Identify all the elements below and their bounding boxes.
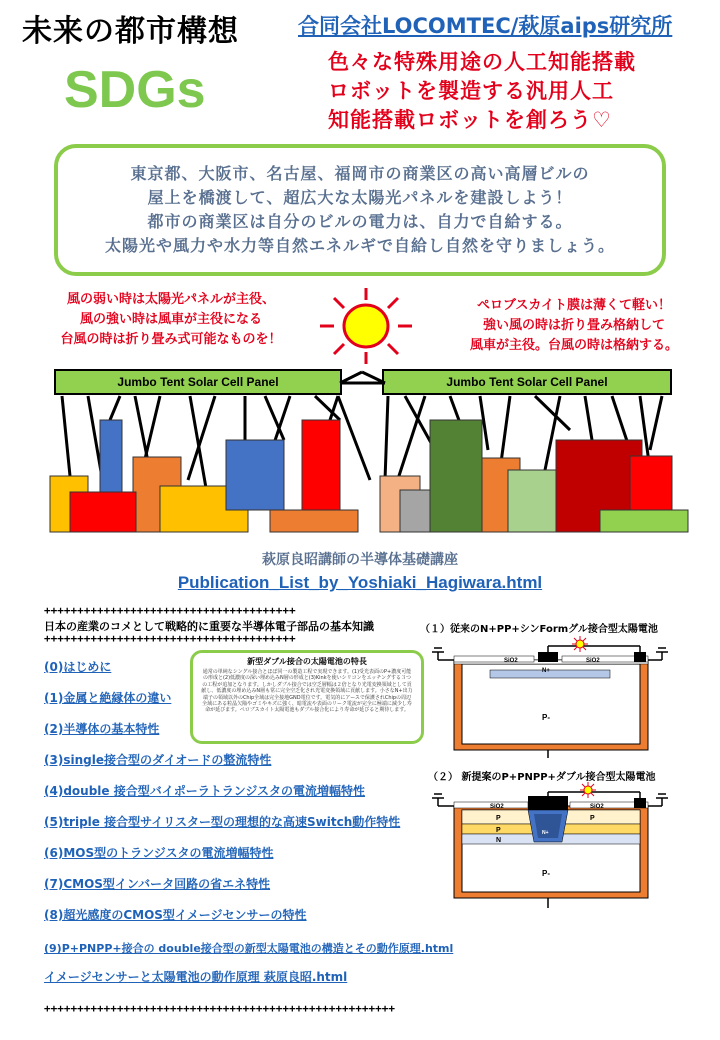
knowledge-title: 日本の産業のコメとして戦略的に重要な半導体電子部品の基本知識 bbox=[44, 620, 374, 633]
note-line: 風車が主役。台風の時は格納する。 bbox=[469, 338, 678, 353]
toc-link[interactable]: (7)CMOS型インバータ回路の省エネ特性 bbox=[44, 877, 271, 891]
slogan-line: ロボットを製造する汎用人工 bbox=[328, 79, 614, 103]
nplus-label: N+ bbox=[542, 830, 549, 836]
p-label: P bbox=[590, 815, 595, 822]
feature-body: 通常の単純なシングル接合とほぼ同一の製造工程で実現できます。(1)受光表面のP+濃度可能の形成と(2)低濃度の深い埋め込みN層の形成と(3)Kinkを使いシリコンをエッチングする３つの工程が追加となります。しかしダブル接合では空乏層幅は２倍となり光電変換領域として貢献し、低濃度の埋め込みN層も常に完全空乏化され光電変換領域に貢献します。小さなN+出力端子の領域以外のChip全域は完全接地GND電位です。電気的にアースで保護されChipの周辺全域にある粒晶欠陥やゴミやキズに強く、暗電流や表面のリーク電流が完全に極端に減少し寿命が延びます。ペロブスカイト太陽電池もダブル接合化により寿命が延びると期待します。 bbox=[201, 669, 413, 714]
solar-panel-left: Jumbo Tent Solar Cell Panel bbox=[54, 369, 342, 395]
feature-title: 新型ダブル接合の太陽電池の特長 bbox=[247, 657, 367, 666]
diagram-caption: （２） 新提案のP+PNPP+ダブル接合型太陽電池 bbox=[428, 772, 656, 783]
note-line: 強い風の時は折り畳み格納して bbox=[482, 318, 665, 333]
company-name[interactable]: 合同会社LOCOMTEC/萩原aips研究所 bbox=[298, 14, 673, 38]
publication-list-link[interactable]: Publication_List_by_Yoshiaki_Hagiwara.html bbox=[177, 573, 543, 592]
concept-line: 東京都、大阪市、名古屋、福岡市の商業区の高い高層ビルの bbox=[130, 164, 590, 183]
feature-box bbox=[190, 650, 424, 744]
toc-link[interactable]: イメージセンサーと太陽電池の動作原理 萩原良昭.html bbox=[44, 970, 348, 984]
note-line: 風の強い時は風車が主役になる bbox=[79, 312, 262, 327]
toc-link[interactable]: (2)半導体の基本特性 bbox=[44, 722, 160, 736]
concept-line: 都市の商業区は自分のビルの電力は、自力で自給する。 bbox=[147, 212, 573, 231]
proposed-cell-diagram bbox=[430, 780, 690, 910]
toc-link[interactable]: (6)MOS型のトランジスタの電流増幅特性 bbox=[44, 846, 274, 860]
separator: ++++++++++++++++++++++++++++++++++++++ bbox=[44, 604, 296, 617]
n-label: N bbox=[496, 837, 502, 844]
note-line: 風の弱い時は太陽光パネルが主役、 bbox=[66, 292, 275, 307]
diagram-caption: （１）従来のN+PP+シンFormグル接合型太陽電池 bbox=[420, 624, 658, 635]
slogan-line: 色々な特殊用途の人工知能搭載 bbox=[328, 50, 636, 74]
separator: ++++++++++++++++++++++++++++++++++++++ bbox=[44, 632, 296, 645]
page-title: 未来の都市構想 bbox=[22, 14, 239, 49]
nplus-label: N+ bbox=[542, 668, 550, 674]
conventional-cell-diagram bbox=[430, 632, 690, 760]
slogan-line: 知能搭載ロボットを創ろう♡ bbox=[328, 108, 612, 132]
city-skyline bbox=[40, 330, 690, 540]
slogan bbox=[328, 48, 718, 135]
sio2-label: SiO2 bbox=[590, 804, 604, 810]
sio2-label: SiO2 bbox=[490, 804, 504, 810]
concept-line: 屋上を橋渡して、超広大な太陽光パネルを建設しよう！ bbox=[147, 188, 573, 207]
solar-panel-right: Jumbo Tent Solar Cell Panel bbox=[382, 369, 672, 395]
note-line: ペロブスカイト膜は薄くて軽い！ bbox=[476, 298, 672, 313]
concept-box bbox=[54, 144, 666, 276]
seminar-title: 萩原良昭講師の半導体基礎講座 bbox=[262, 552, 458, 568]
separator: +++++++++++++++++++++++++++++++++++++++++++++++++++++ bbox=[44, 1002, 395, 1015]
p-label: P bbox=[496, 827, 501, 834]
sio2-label: SiO2 bbox=[504, 658, 518, 664]
toc-link[interactable]: (9)P+PNPP+接合の double接合型の新型太陽電池の構造とその動作原理.html bbox=[44, 942, 454, 955]
pminus-label: P- bbox=[542, 869, 550, 878]
note-line: 台風の時は折り畳み式可能なものを！ bbox=[60, 332, 282, 347]
toc-link[interactable]: (0)はじめに bbox=[44, 660, 112, 674]
toc-link[interactable]: (1)金属と絶縁体の違い bbox=[44, 691, 172, 705]
toc-link[interactable]: (4)double 接合型バイポーラトランジスタの電流増幅特性 bbox=[44, 784, 366, 798]
toc-link[interactable]: (5)triple 接合型サイリスター型の理想的な高速Switch動作特性 bbox=[44, 815, 401, 829]
p-label: P bbox=[496, 815, 501, 822]
toc-link[interactable]: (8)超光感度のCMOS型イメージセンサーの特性 bbox=[44, 908, 307, 922]
sio2-label: SiO2 bbox=[586, 658, 600, 664]
sdgs-label: SDGs bbox=[64, 61, 206, 119]
pminus-label: P- bbox=[542, 713, 550, 722]
toc-link[interactable]: (3)single接合型のダイオードの整流特性 bbox=[44, 753, 272, 767]
concept-line: 太陽光や風力や水力等自然エネルギで自給し自然を守りましょう。 bbox=[104, 236, 615, 255]
